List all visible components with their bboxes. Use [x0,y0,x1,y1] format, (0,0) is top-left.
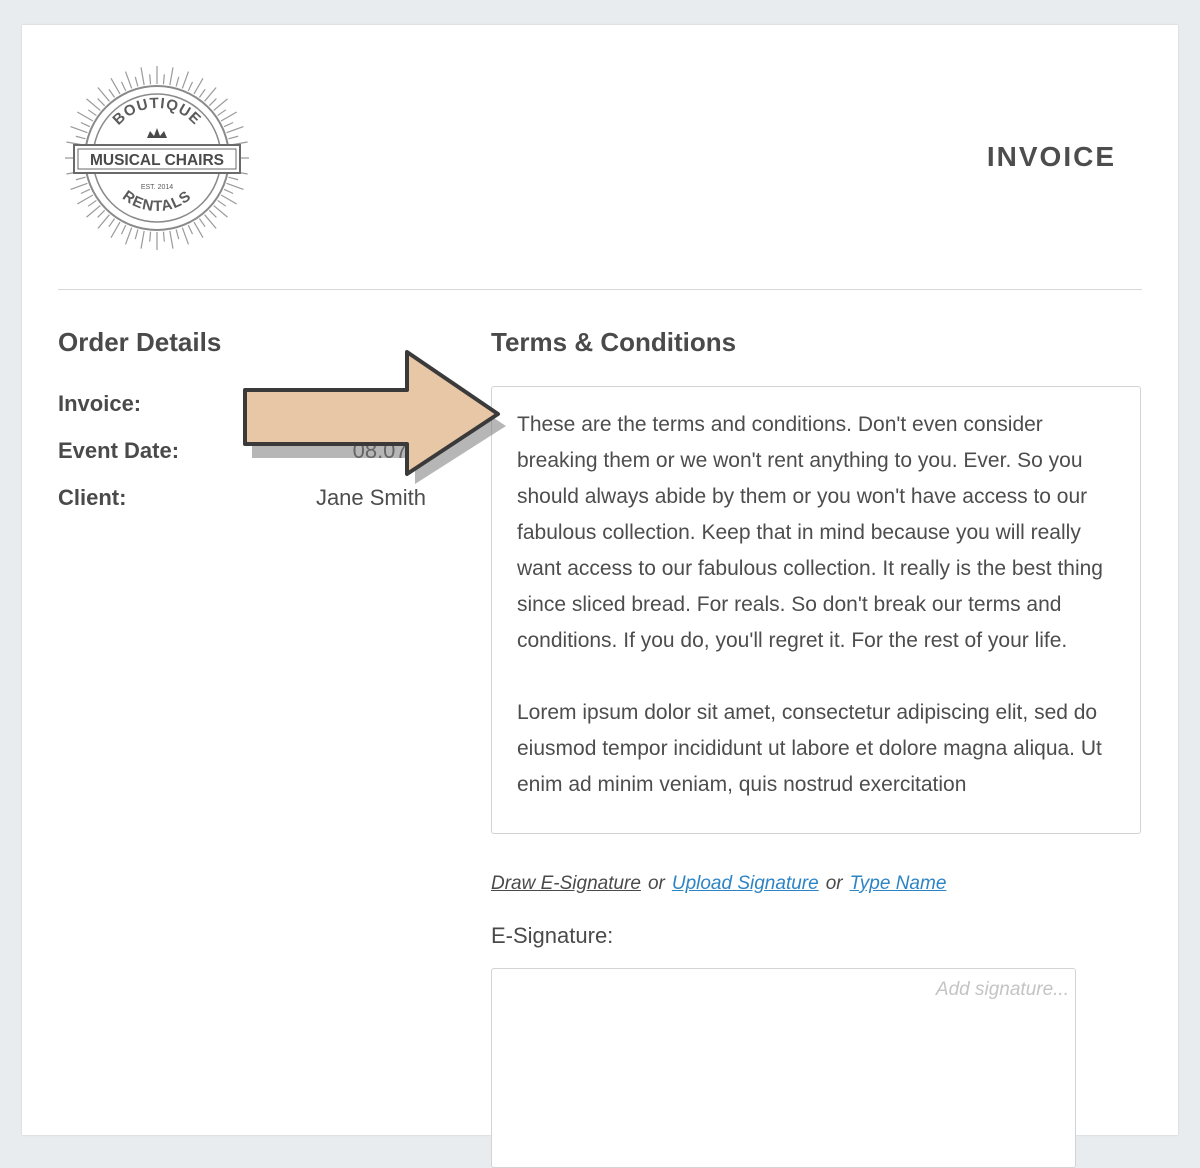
logo-ray [182,228,188,245]
logo-ray [150,74,151,84]
logo-ray [88,200,96,206]
logo-ray [76,136,86,139]
order-details-heading: Order Details [58,327,222,357]
invoice-title: INVOICE [986,141,1116,172]
logo-ray [170,231,173,249]
invoice-label: Invoice: [58,391,142,416]
logo-ray [76,177,86,180]
logo-ray [98,88,110,102]
logo-ray [205,215,217,229]
logo-ray [71,127,88,133]
logo-ray [188,82,192,91]
logo-ray [77,195,93,204]
logo-ray [224,123,233,127]
upload-signature-link[interactable]: Upload Signature [671,873,819,894]
logo-ray [71,183,88,189]
logo-ray [77,112,93,121]
logo-ray [188,225,192,234]
logo-ray [214,99,228,111]
e-signature-label: E-Signature: [491,923,614,948]
logo-ray [218,200,226,206]
logo-ray [111,222,120,238]
logo-ray [88,110,96,116]
or-text: or [825,873,843,894]
logo-ray [87,99,101,111]
logo-ray [81,123,90,127]
or-text: or [647,873,665,894]
signature-pad[interactable] [491,968,1076,1168]
logo-ray [122,82,126,91]
logo-ray [218,110,226,116]
logo-ray [111,78,120,94]
client-label: Client: [58,485,127,510]
logo-ray [87,206,101,218]
logo-ray [205,88,217,102]
logo-ray [194,78,203,94]
logo-ray [81,189,90,193]
logo-ray [126,72,132,89]
logo-ray [109,89,115,97]
logo-ray [98,215,110,229]
logo-ray [194,222,203,238]
draw-signature-link[interactable]: Draw E-Signature [491,873,641,894]
logo-ray [122,225,126,234]
logo-ray [135,77,138,87]
terms-paragraph: Lorem ipsum dolor sit amet, consectetur adipiscing elit, sed do eiusmod tempor incididunt ut labore et dolore magna aliqua. Ut enim ad minim veniam, quis nostrud exercitation [517,701,1102,796]
terms-scroll-box[interactable] [491,386,1141,834]
event-date-label: Event Date: [58,438,180,463]
logo-ray [109,219,115,227]
logo-ray [150,232,151,242]
logo-ray [182,72,188,89]
svg-text:RENTALS: RENTALS [119,187,195,216]
logo-ray [135,229,138,239]
company-logo [64,65,250,251]
client-value: Jane Smith [315,485,426,510]
terms-heading: Terms & Conditions [491,327,737,357]
logo-ray [228,136,238,139]
logo-ray [126,228,132,245]
logo-ray [163,74,164,84]
logo-ray [98,99,105,106]
logo-ray [227,127,244,133]
logo-ray [98,210,105,217]
terms-paragraph: These are the terms and conditions. Don't even consider breaking them or we won't rent anything to you. Ever. So you should always abide by them or you won't have access to our fabulous collection. Keep that in mind because you will really want access to our fabulous collection. It really is the best thing since sliced bread. For reals. So don't break our terms and conditions. If you do, you'll regret it. For the rest of your life. [517,413,1103,652]
logo-ray [228,177,238,180]
logo-ray [176,77,179,87]
logo-ray [176,229,179,239]
logo-ray [221,195,237,204]
detail-row-client [58,485,426,515]
invoice-card [22,25,1178,1135]
logo-ray [199,89,205,97]
logo-ray [163,232,164,242]
svg-text:EST. 2014: EST. 2014 [140,184,174,191]
logo-ray [227,183,244,189]
logo-ray [141,231,144,249]
logo-ray [209,210,216,217]
signature-placeholder: Add signature... [935,979,1069,1000]
logo-ray [214,206,228,218]
svg-text:BOUTIQUE: BOUTIQUE [109,94,205,129]
type-name-link[interactable]: Type Name [849,873,947,894]
logo-ray [209,99,216,106]
logo-ray [199,219,205,227]
arrow-right-icon [240,348,508,488]
logo-ray [224,189,233,193]
logo-ray [141,67,144,85]
svg-text:MUSICAL CHAIRS: MUSICAL CHAIRS [89,152,225,169]
logo-ray [221,112,237,121]
logo-ray [170,67,173,85]
header-divider [58,289,1142,290]
signature-options [491,873,946,895]
